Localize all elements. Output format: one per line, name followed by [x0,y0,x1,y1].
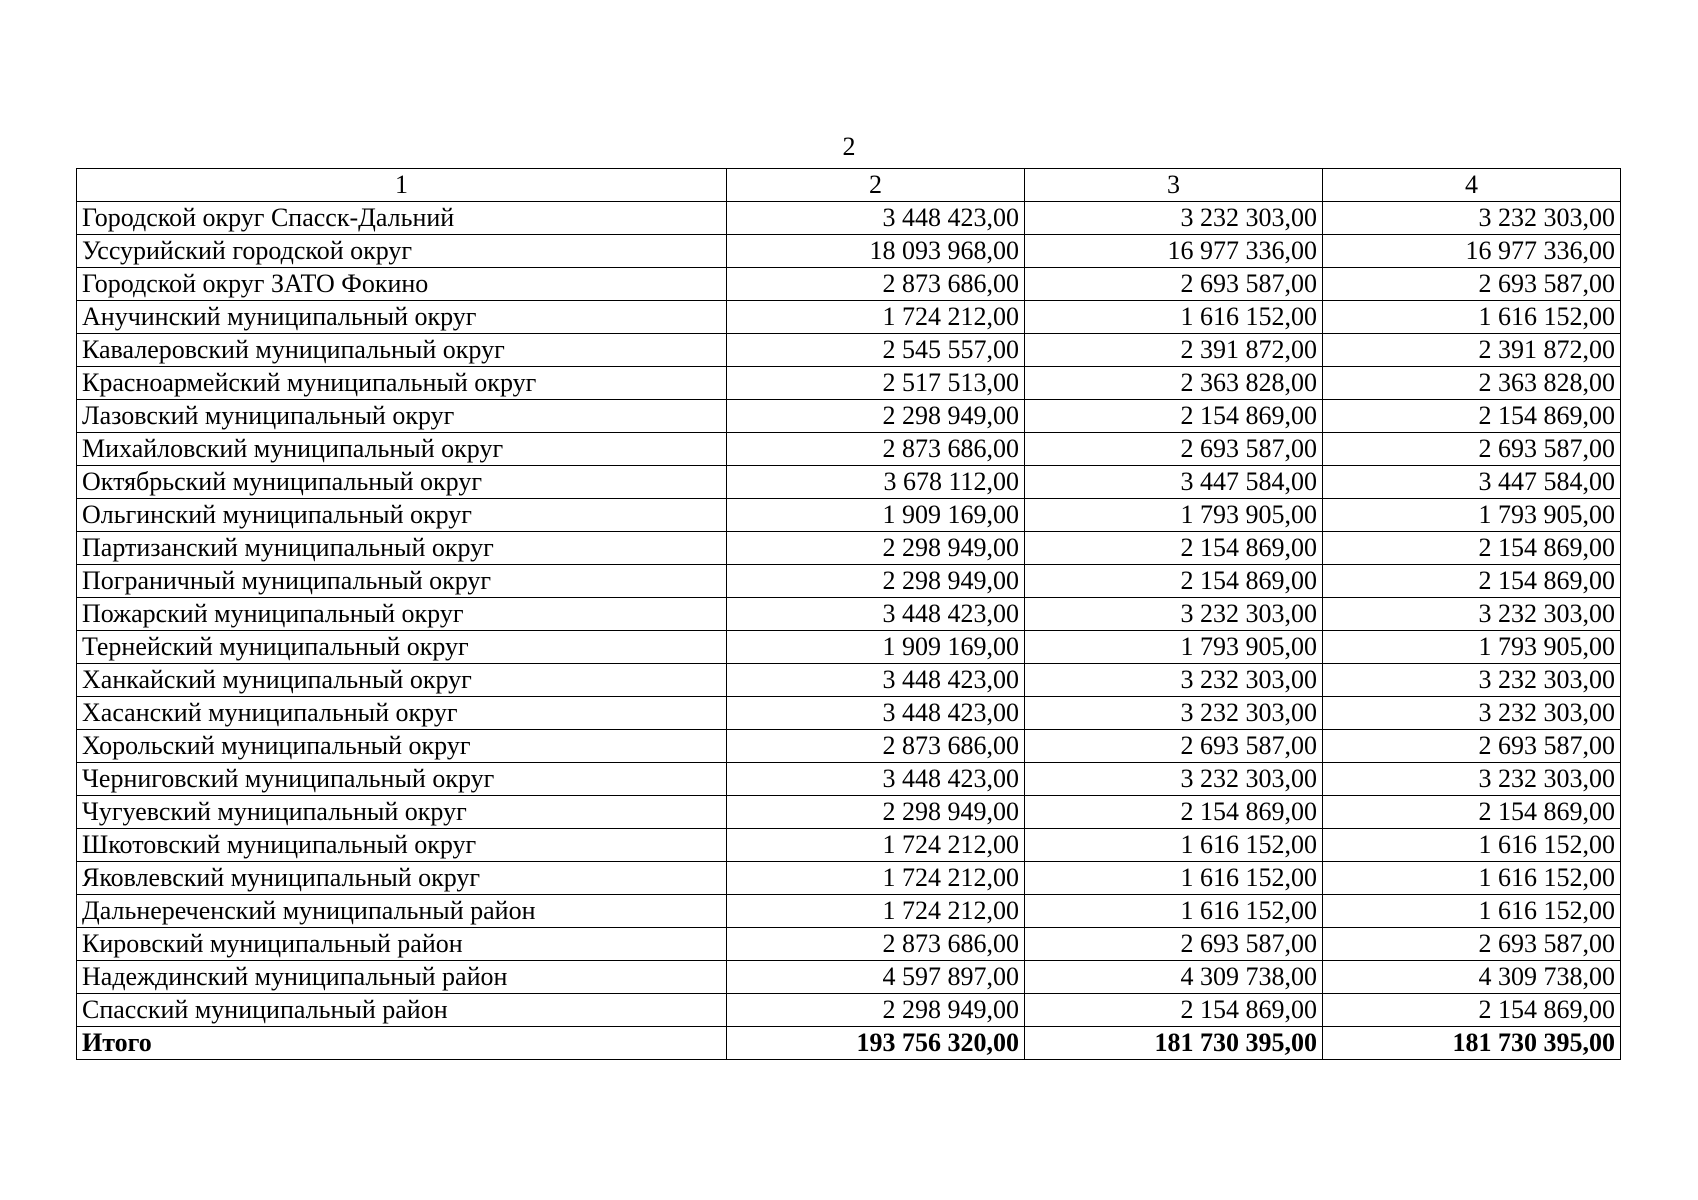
column-header-2: 2 [727,169,1025,202]
table-row [77,433,1621,466]
value-col-4: 2 693 587,00 [1323,730,1621,763]
value-col-3: 2 154 869,00 [1025,796,1323,829]
municipality-name: Черниговский муниципальный округ [77,763,727,796]
value-col-2: 3 448 423,00 [727,697,1025,730]
value-col-3: 2 363 828,00 [1025,367,1323,400]
municipality-name: Шкотовский муниципальный округ [77,829,727,862]
value-col-2: 2 873 686,00 [727,433,1025,466]
table-row [77,796,1621,829]
value-col-2: 1 909 169,00 [727,499,1025,532]
table-row [77,334,1621,367]
value-col-2: 3 448 423,00 [727,598,1025,631]
municipality-name: Спасский муниципальный район [77,994,727,1027]
value-col-3: 1 616 152,00 [1025,829,1323,862]
value-col-2: 2 545 557,00 [727,334,1025,367]
column-header-4: 4 [1323,169,1621,202]
value-col-3: 2 693 587,00 [1025,433,1323,466]
value-col-3: 3 447 584,00 [1025,466,1323,499]
municipality-name: Хорольский муниципальный округ [77,730,727,763]
table-row [77,499,1621,532]
value-col-2: 3 448 423,00 [727,664,1025,697]
value-col-2: 3 448 423,00 [727,763,1025,796]
value-col-3: 2 154 869,00 [1025,400,1323,433]
value-col-4: 3 447 584,00 [1323,466,1621,499]
value-col-3: 2 154 869,00 [1025,994,1323,1027]
municipality-name: Чугуевский муниципальный округ [77,796,727,829]
value-col-2: 2 517 513,00 [727,367,1025,400]
value-col-4: 4 309 738,00 [1323,961,1621,994]
value-col-3: 3 232 303,00 [1025,763,1323,796]
value-col-4: 2 154 869,00 [1323,532,1621,565]
total-col-3: 181 730 395,00 [1025,1027,1323,1060]
value-col-3: 3 232 303,00 [1025,598,1323,631]
table-row [77,895,1621,928]
municipality-name: Надеждинский муниципальный район [77,961,727,994]
table-row [77,367,1621,400]
value-col-2: 2 298 949,00 [727,796,1025,829]
value-col-2: 1 724 212,00 [727,862,1025,895]
table-row [77,598,1621,631]
value-col-2: 2 873 686,00 [727,268,1025,301]
value-col-4: 3 232 303,00 [1323,664,1621,697]
value-col-2: 1 909 169,00 [727,631,1025,664]
value-col-4: 3 232 303,00 [1323,202,1621,235]
value-col-3: 2 693 587,00 [1025,928,1323,961]
value-col-4: 1 793 905,00 [1323,631,1621,664]
municipality-name: Красноармейский муниципальный округ [77,367,727,400]
municipality-name: Тернейский муниципальный округ [77,631,727,664]
value-col-3: 3 232 303,00 [1025,697,1323,730]
table-row [77,268,1621,301]
value-col-4: 2 363 828,00 [1323,367,1621,400]
table-row [77,400,1621,433]
value-col-2: 2 298 949,00 [727,565,1025,598]
value-col-2: 3 448 423,00 [727,202,1025,235]
value-col-3: 2 154 869,00 [1025,565,1323,598]
table-row [77,829,1621,862]
value-col-4: 2 693 587,00 [1323,268,1621,301]
municipality-name: Кавалеровский муниципальный округ [77,334,727,367]
municipality-name: Лазовский муниципальный округ [77,400,727,433]
value-col-3: 2 391 872,00 [1025,334,1323,367]
value-col-3: 1 793 905,00 [1025,631,1323,664]
value-col-4: 2 693 587,00 [1323,928,1621,961]
table-row [77,565,1621,598]
value-col-3: 16 977 336,00 [1025,235,1323,268]
value-col-2: 2 873 686,00 [727,730,1025,763]
table-row [77,664,1621,697]
value-col-2: 1 724 212,00 [727,301,1025,334]
column-header-1: 1 [77,169,727,202]
value-col-4: 1 793 905,00 [1323,499,1621,532]
table-row [77,235,1621,268]
value-col-4: 16 977 336,00 [1323,235,1621,268]
municipality-name: Городской округ Спасск-Дальний [77,202,727,235]
value-col-3: 2 693 587,00 [1025,730,1323,763]
value-col-4: 1 616 152,00 [1323,862,1621,895]
value-col-4: 1 616 152,00 [1323,301,1621,334]
value-col-4: 3 232 303,00 [1323,598,1621,631]
value-col-2: 1 724 212,00 [727,829,1025,862]
value-col-4: 2 391 872,00 [1323,334,1621,367]
municipality-name: Октябрьский муниципальный округ [77,466,727,499]
municipality-name: Пожарский муниципальный округ [77,598,727,631]
header-row [77,169,1621,202]
municipality-name: Пограничный муниципальный округ [77,565,727,598]
table-row [77,301,1621,334]
table-row [77,631,1621,664]
value-col-2: 2 298 949,00 [727,400,1025,433]
value-col-4: 2 154 869,00 [1323,565,1621,598]
value-col-2: 2 873 686,00 [727,928,1025,961]
column-header-3: 3 [1025,169,1323,202]
table-row [77,928,1621,961]
value-col-3: 2 154 869,00 [1025,532,1323,565]
value-col-3: 3 232 303,00 [1025,664,1323,697]
table-row [77,466,1621,499]
total-row [77,1027,1621,1060]
table-row [77,994,1621,1027]
table-row [77,961,1621,994]
value-col-2: 3 678 112,00 [727,466,1025,499]
municipality-name: Ольгинский муниципальный округ [77,499,727,532]
municipality-name: Дальнереченский муниципальный район [77,895,727,928]
table-row [77,697,1621,730]
value-col-2: 2 298 949,00 [727,532,1025,565]
total-col-2: 193 756 320,00 [727,1027,1025,1060]
value-col-3: 1 793 905,00 [1025,499,1323,532]
municipality-name: Уссурийский городской округ [77,235,727,268]
value-col-2: 18 093 968,00 [727,235,1025,268]
value-col-4: 3 232 303,00 [1323,697,1621,730]
table-row [77,202,1621,235]
table-row [77,763,1621,796]
page-number: 2 [842,132,856,161]
value-col-4: 1 616 152,00 [1323,829,1621,862]
municipality-name: Михайловский муниципальный округ [77,433,727,466]
municipality-name: Ханкайский муниципальный округ [77,664,727,697]
municipality-name: Кировский муниципальный район [77,928,727,961]
municipality-name: Партизанский муниципальный округ [77,532,727,565]
total-col-4: 181 730 395,00 [1323,1027,1621,1060]
municipality-name: Хасанский муниципальный округ [77,697,727,730]
table-row [77,862,1621,895]
table-row [77,532,1621,565]
table-body [77,202,1621,1060]
value-col-3: 1 616 152,00 [1025,895,1323,928]
value-col-4: 1 616 152,00 [1323,895,1621,928]
value-col-3: 1 616 152,00 [1025,862,1323,895]
municipality-name: Яковлевский муниципальный округ [77,862,727,895]
value-col-3: 4 309 738,00 [1025,961,1323,994]
value-col-3: 3 232 303,00 [1025,202,1323,235]
value-col-2: 4 597 897,00 [727,961,1025,994]
value-col-4: 2 693 587,00 [1323,433,1621,466]
budget-table [76,168,1621,1060]
value-col-4: 2 154 869,00 [1323,994,1621,1027]
value-col-4: 3 232 303,00 [1323,763,1621,796]
value-col-2: 1 724 212,00 [727,895,1025,928]
value-col-2: 2 298 949,00 [727,994,1025,1027]
value-col-4: 2 154 869,00 [1323,400,1621,433]
value-col-4: 2 154 869,00 [1323,796,1621,829]
value-col-3: 2 693 587,00 [1025,268,1323,301]
total-label: Итого [77,1027,727,1060]
municipality-name: Анучинский муниципальный округ [77,301,727,334]
table-row [77,730,1621,763]
value-col-3: 1 616 152,00 [1025,301,1323,334]
municipality-name: Городской округ ЗАТО Фокино [77,268,727,301]
